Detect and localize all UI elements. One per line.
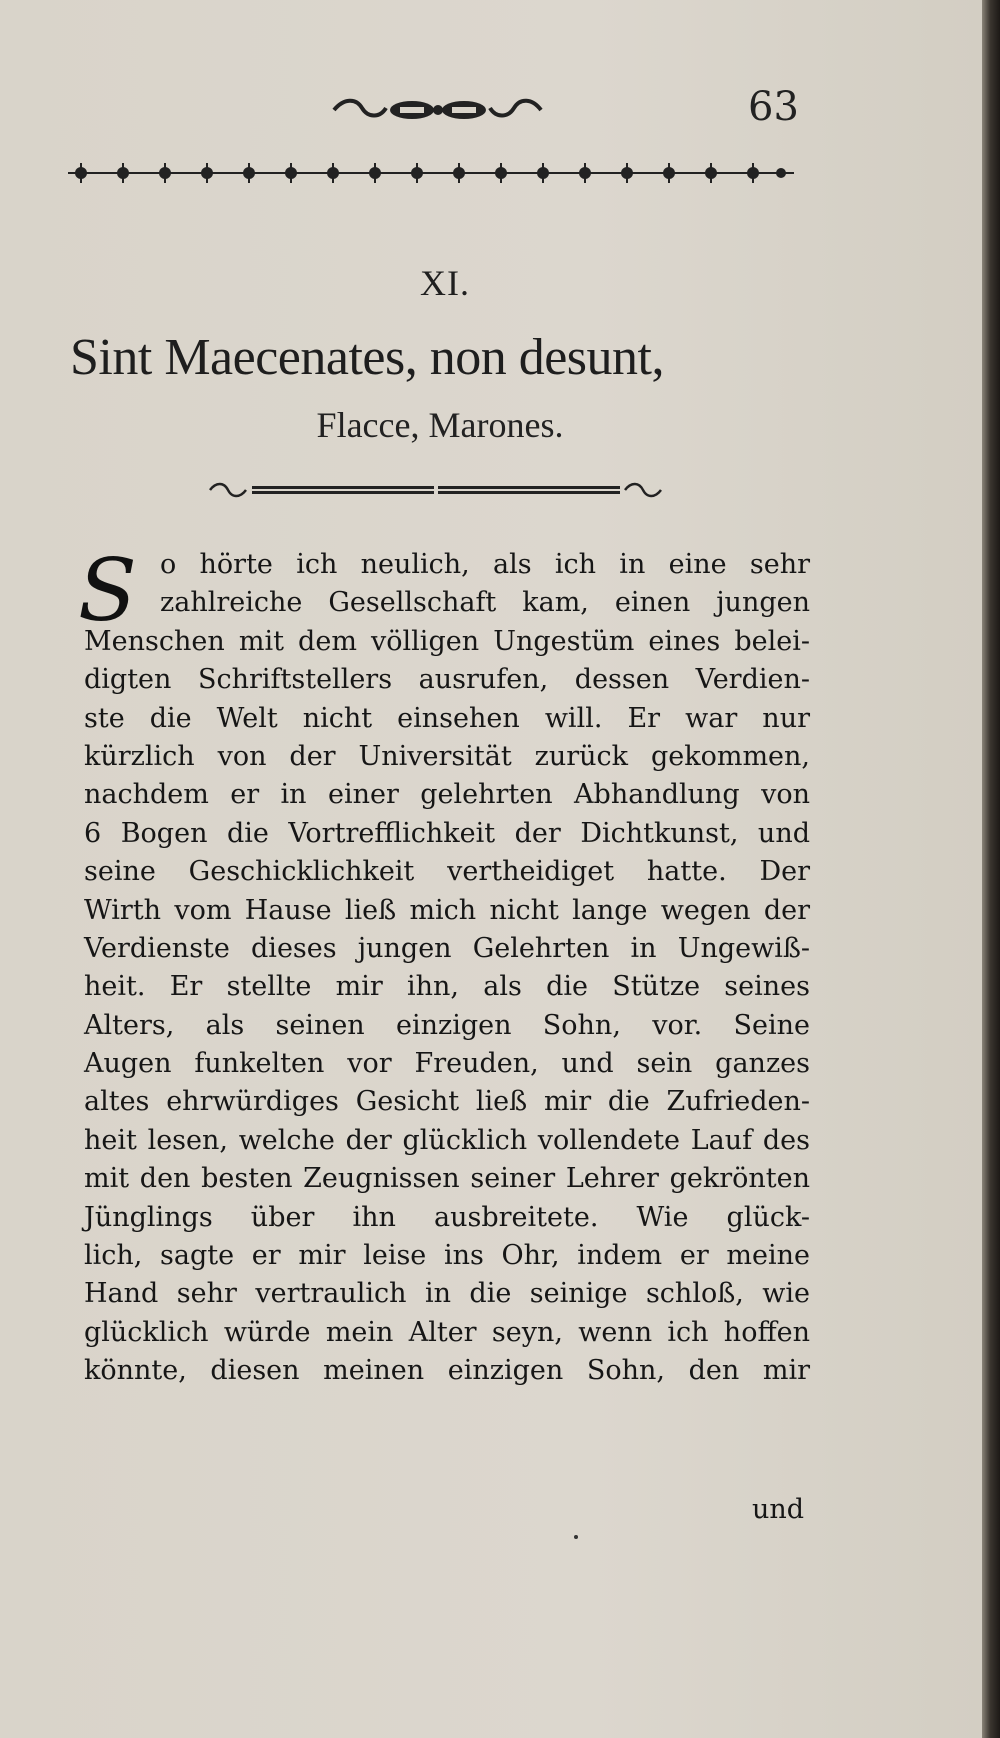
text-line: Alters, als seinen einzigen Sohn, vor. Seine xyxy=(84,1009,810,1041)
text-line: o hörte ich neulich, als ich in eine sehr xyxy=(160,549,810,580)
text-line: heit lesen, welche der glücklich vollendete Lauf des xyxy=(84,1124,810,1156)
text-line: seine Geschicklichkeit vertheidiget hatte. Der xyxy=(84,856,810,888)
motto-line-1: Sint Maecenates, non desunt, xyxy=(70,329,664,386)
catchword: und xyxy=(752,1494,805,1525)
text-line: 6 Bogen die Vortrefflichkeit der Dichtkunst, und xyxy=(84,817,810,849)
ornament-vignette xyxy=(330,94,545,126)
text-line: lich, sagte er mir leise ins Ohr, indem er meine xyxy=(84,1240,810,1272)
star-border-rule xyxy=(66,158,796,188)
chapter-number: XI. xyxy=(420,263,470,303)
text-line: ste die Welt nicht einsehen will. Er war nur xyxy=(84,702,810,734)
text-line: kürzlich von der Universität zurück gekommen, xyxy=(84,740,810,772)
body-text xyxy=(84,546,810,1391)
text-line: Augen funkelten vor Freuden, und sein ganzes xyxy=(84,1048,810,1080)
text-line: altes ehrwürdiges Gesicht ließ mir die Zufrieden- xyxy=(84,1086,810,1118)
text-line: mit den besten Zeugnissen seiner Lehrer gekrönten xyxy=(84,1163,810,1195)
text-line: Jünglings über ihn ausbreitete. Wie glück- xyxy=(84,1201,810,1233)
divider-rule xyxy=(208,478,663,502)
text-line: nachdem er in einer gelehrten Abhandlung von xyxy=(84,779,810,811)
text-line: glücklich würde mein Alter seyn, wenn ich hoffen xyxy=(84,1316,810,1348)
text-line: Wirth vom Hause ließ mich nicht lange wegen der xyxy=(84,894,810,926)
text-line: könnte, diesen meinen einzigen Sohn, den mir xyxy=(84,1355,810,1387)
drop-cap: S xyxy=(78,541,137,641)
text-line: Verdienste dieses jungen Gelehrten in Ungewiß- xyxy=(84,932,810,964)
text-line: zahlreiche Gesellschaft kam, einen jungen xyxy=(160,587,810,619)
text-line: digten Schriftstellers ausrufen, dessen Verdien- xyxy=(84,664,810,696)
page-number: 63 xyxy=(748,84,799,130)
motto-line-2: Flacce, Marones. xyxy=(316,405,564,445)
book-edge xyxy=(982,0,1000,1738)
text-line: heit. Er stellte mir ihn, als die Stütze seines xyxy=(84,971,810,1003)
text-line: Hand sehr vertraulich in die seinige schloß, wie xyxy=(84,1278,810,1310)
text-line: Menschen mit dem völligen Ungestüm eines belei- xyxy=(84,625,810,657)
paper-speck xyxy=(574,1535,578,1539)
